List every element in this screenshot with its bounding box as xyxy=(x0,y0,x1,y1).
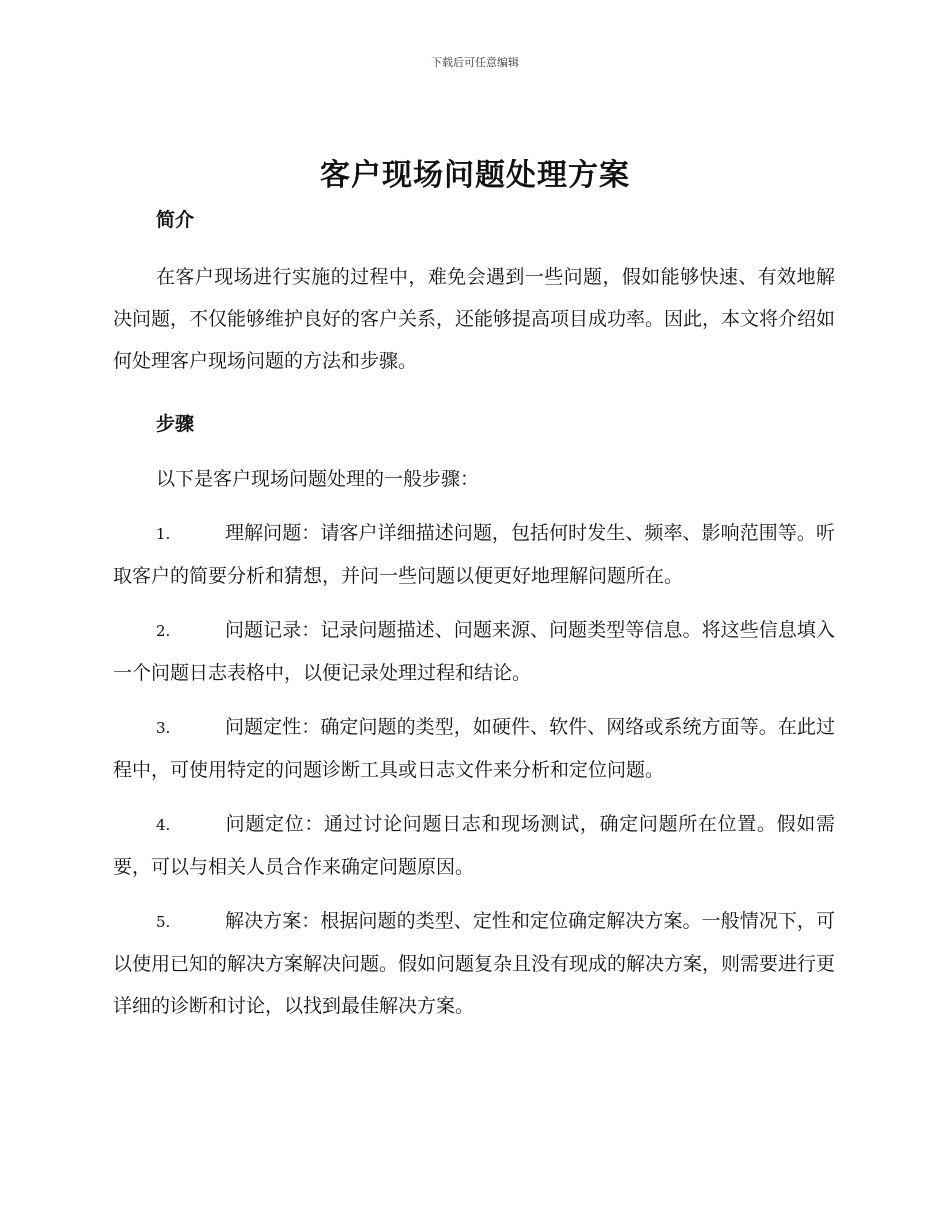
step-item-1 xyxy=(113,512,835,597)
step-text: 问题定性：确定问题的类型，如硬件、软件、网络或系统方面等。在此过程中，可使用特定的问题诊断工具或日志文件来分析和定位问题。 xyxy=(113,716,835,781)
steps-heading: 步骤 xyxy=(156,413,195,435)
step-number: 4. xyxy=(156,816,171,834)
step-number: 2. xyxy=(156,622,171,640)
step-text: 解决方案：根据问题的类型、定性和定位确定解决方案。一般情况下，可以使用已知的解决方案解决问题。假如问题复杂且没有现成的解决方案，则需要进行更详细的诊断和讨论，以找到最佳解决方案。 xyxy=(113,910,836,1017)
step-item-2 xyxy=(113,609,835,694)
header-note: 下载后可任意编辑 xyxy=(431,56,519,69)
step-item-4 xyxy=(113,803,835,888)
step-number: 1. xyxy=(156,525,171,543)
intro-heading: 简介 xyxy=(156,209,195,231)
document-body xyxy=(113,204,835,1039)
step-item-5 xyxy=(113,900,835,1027)
step-text: 理解问题：请客户详细描述问题，包括何时发生、频率、影响范围等。听取客户的简要分析和猜想，并问一些问题以便更好地理解问题所在。 xyxy=(113,522,835,587)
intro-paragraph: 在客户现场进行实施的过程中，难免会遇到一些问题，假如能够快速、有效地解决问题，不仅能够维护良好的客户关系，还能够提高项目成功率。因此，本文将介绍如何处理客户现场问题的方法和步骤。 xyxy=(113,266,836,372)
page-title: 客户现场问题处理方案 xyxy=(320,158,630,193)
steps-lead: 以下是客户现场问题处理的一般步骤： xyxy=(156,468,480,490)
step-text: 问题记录：记录问题描述、问题来源、问题类型等信息。将这些信息填入一个问题日志表格中，以便记录处理过程和结论。 xyxy=(113,619,835,684)
step-number: 5. xyxy=(156,913,171,931)
step-number: 3. xyxy=(156,719,171,737)
step-item-3 xyxy=(113,706,835,791)
step-text: 问题定位：通过讨论问题日志和现场测试，确定问题所在位置。假如需要，可以与相关人员合作来确定问题原因。 xyxy=(113,813,835,878)
